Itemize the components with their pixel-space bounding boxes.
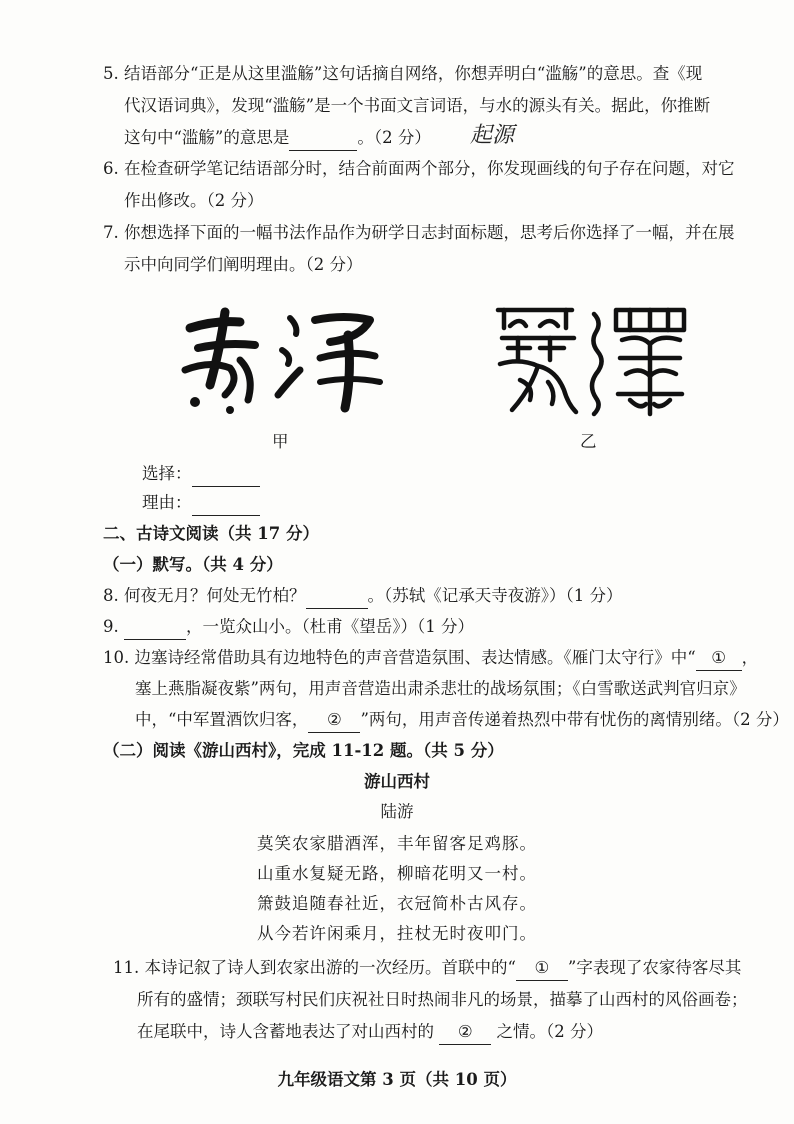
- reason-blank[interactable]: [192, 491, 260, 516]
- section2-sub2: （二）阅读《游山西村》，完成 11-12 题。（共 5 分）: [103, 741, 504, 760]
- q5-line3-score: 。（2 分）: [357, 128, 431, 147]
- q10-blank-1[interactable]: ①: [696, 646, 742, 671]
- q11-line1: [113, 956, 741, 981]
- q9-number: 9.: [103, 617, 119, 636]
- q8-question: 8. 何夜无月？何处无竹柏？: [103, 586, 306, 605]
- q7-line2: 示中向同学们阐明理由。（2 分）: [124, 255, 363, 274]
- q11-line3-end: 之情。（2 分）: [496, 1022, 603, 1041]
- poem-line-4: 从今若许闲乘月，拄杖无时夜叩门。: [257, 924, 537, 943]
- choice-row: [142, 462, 260, 487]
- choice-label: 选择：: [142, 464, 192, 483]
- q9-source: ，一览众山小。（杜甫《望岳》）（1 分）: [186, 617, 474, 636]
- handwritten-answer: 起源: [470, 123, 515, 148]
- poem-author: 陆游: [380, 802, 414, 821]
- q11-line3: [137, 1020, 603, 1045]
- choice-blank[interactable]: [192, 462, 260, 487]
- q8-line: [103, 584, 623, 609]
- calligraphy-jia-image[interactable]: [170, 290, 400, 420]
- q11-line1-end: ”字表现了农家待客尽其: [567, 958, 742, 977]
- q10-line3: [135, 708, 789, 733]
- q11-blank-2[interactable]: ②: [439, 1020, 491, 1045]
- q10-line1-text: 10. 边塞诗经常借助具有边地特色的声音营造氛围、表达情感。《雁门太守行》中“: [103, 648, 696, 667]
- q11-line1-text: 11. 本诗记叙了诗人到农家出游的一次经历。首联中的“: [113, 958, 516, 977]
- q9-answer-blank[interactable]: [124, 615, 186, 640]
- poem-line-3: 箫鼓追随春社近，衣冠简朴古风存。: [257, 894, 537, 913]
- q6-line1: 6. 在检查研学笔记结语部分时，结合前面两个部分，你发现画线的句子存在问题，对它: [103, 159, 735, 178]
- q5-line2: 代汉语词典》，发现“滥觞”是一个书面文言词语，与水的源头有关。据此，你推断: [124, 96, 711, 115]
- label-yi: 乙: [580, 432, 597, 451]
- q5-line3: [124, 126, 431, 151]
- calligraphy-yi-image[interactable]: [490, 300, 690, 420]
- q8-answer-blank[interactable]: [306, 584, 368, 609]
- q10-line3-end: ”两句，用声音传递着热烈中带有忧伤的离情别绪。（2 分）: [360, 710, 789, 729]
- poem-title: 游山西村: [364, 772, 430, 791]
- q8-source: 。（苏轼《记承天寺夜游》）（1 分）: [367, 586, 623, 605]
- q10-line1-end: ，: [741, 648, 759, 667]
- q6-line2: 作出修改。（2 分）: [124, 191, 264, 210]
- poem-line-2: 山重水复疑无路，柳暗花明又一村。: [257, 864, 537, 883]
- page-footer: 九年级语文第 3 页（共 10 页）: [277, 1070, 517, 1089]
- q10-line3-text: 中，“中军置酒饮归客，: [135, 710, 309, 729]
- q10-line2: 塞上燕脂凝夜紫”两句，用声音营造出肃杀悲壮的战场氛围；《白雪歌送武判官归京》: [135, 679, 746, 698]
- q10-line1: [103, 646, 758, 671]
- reason-label: 理由：: [142, 493, 192, 512]
- poem-line-1: 莫笑农家腊酒浑，丰年留客足鸡豚。: [257, 834, 537, 853]
- section2-sub1: （一）默写。（共 4 分）: [103, 555, 283, 574]
- q11-line3-text: 在尾联中，诗人含蓄地表达了对山西村的: [137, 1022, 434, 1041]
- q9-line: [103, 615, 474, 640]
- section2-title: 二、古诗文阅读（共 17 分）: [103, 524, 319, 543]
- q5-line1: 5. 结语部分“正是从这里滥觞”这句话摘自网络，你想弄明白“滥觞”的意思。查《现: [103, 64, 703, 83]
- q10-blank-2[interactable]: ②: [308, 708, 360, 733]
- q11-line2: 所有的盛情；颈联写村民们庆祝社日时热闹非凡的场景，描摹了山西村的风俗画卷；: [137, 990, 748, 1009]
- q7-line1: 7. 你想选择下面的一幅书法作品作为研学日志封面标题，思考后你选择了一幅，并在展: [103, 223, 735, 242]
- q5-line3-text: 这句中“滥觞”的意思是: [124, 128, 290, 147]
- label-jia: 甲: [272, 432, 289, 451]
- q5-answer-blank[interactable]: [289, 126, 357, 151]
- reason-row: [142, 491, 260, 516]
- q11-blank-1[interactable]: ①: [516, 956, 568, 981]
